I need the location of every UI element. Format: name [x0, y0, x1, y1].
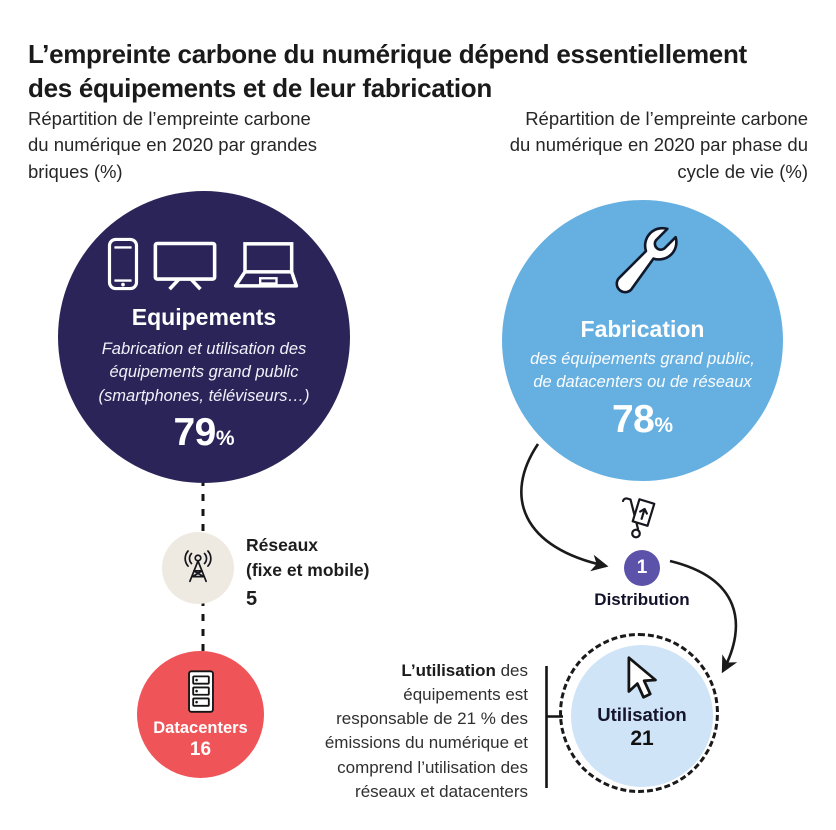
- fabrication-circle: [502, 200, 783, 481]
- utilisation-circle: [571, 645, 713, 787]
- antenna-icon: [177, 547, 219, 589]
- utilisation-value: 21: [630, 727, 654, 750]
- reseaux-sublabel: (fixe et mobile): [246, 559, 370, 580]
- datacenters-value: 16: [189, 738, 212, 760]
- right-subtitle-line: cycle de vie (%): [677, 160, 808, 182]
- utilisation-annotation: L’utilisation des équipements est responsable de 21 % des émissions du numérique et comprend l’utilisation des réseaux et datacenters: [324, 661, 528, 801]
- equipements-description: Fabrication et utilisation des équipements grand public (smartphones, téléviseurs…): [98, 340, 310, 405]
- datacenters-label: Datacenters: [153, 718, 248, 737]
- equipements-icons: [107, 237, 301, 291]
- fabrication-description: des équipements grand public, de datacenters ou de réseaux: [530, 350, 755, 392]
- server-icon: [182, 669, 220, 715]
- laptop-icon: [231, 241, 301, 291]
- fabrication-label: Fabrication: [580, 316, 705, 342]
- distribution-circle: [624, 550, 660, 586]
- reseaux-value: 5: [246, 588, 258, 610]
- title-line-2: des équipements et de leur fabrication: [28, 73, 492, 104]
- right-subtitle-line: Répartition de l’empreinte carbone: [525, 108, 808, 129]
- distribution-value: 1: [636, 557, 648, 578]
- equipements-label: Equipements: [131, 304, 277, 330]
- page-title: [28, 37, 818, 105]
- hand-truck-icon: [610, 495, 658, 545]
- left-subtitle-line: du numérique en 2020 par grandes: [28, 134, 318, 156]
- wrench-icon: [605, 222, 681, 298]
- title-line-1: L’empreinte carbone du numérique dépend essentiellement: [28, 39, 747, 70]
- reseaux-text: [246, 533, 370, 613]
- left-subtitle-line: Répartition de l’empreinte carbone: [28, 108, 311, 129]
- right-subtitle-line: du numérique en 2020 par phase du: [509, 134, 808, 156]
- distribution-label: Distribution: [594, 590, 690, 609]
- reseaux-circle: [162, 532, 234, 604]
- distribution-icon-wrap: [610, 495, 658, 550]
- fabrication-value: 78%: [611, 397, 674, 441]
- right-chart-subtitle: [510, 106, 808, 185]
- left-subtitle-line: briques (%): [28, 160, 123, 182]
- reseaux-label: Réseaux: [246, 535, 318, 555]
- fabrication-icons: [605, 222, 681, 303]
- smartphone-icon: [107, 237, 139, 291]
- equipements-circle: [58, 191, 350, 483]
- left-chart-subtitle: [28, 106, 317, 185]
- tv-icon: [153, 241, 217, 291]
- datacenters-circle: [137, 651, 264, 778]
- utilisation-label: Utilisation: [597, 704, 687, 725]
- annotation-bold-lead: L’utilisation: [401, 661, 496, 680]
- cursor-icon: [620, 654, 664, 704]
- equipements-value: 79%: [173, 411, 235, 455]
